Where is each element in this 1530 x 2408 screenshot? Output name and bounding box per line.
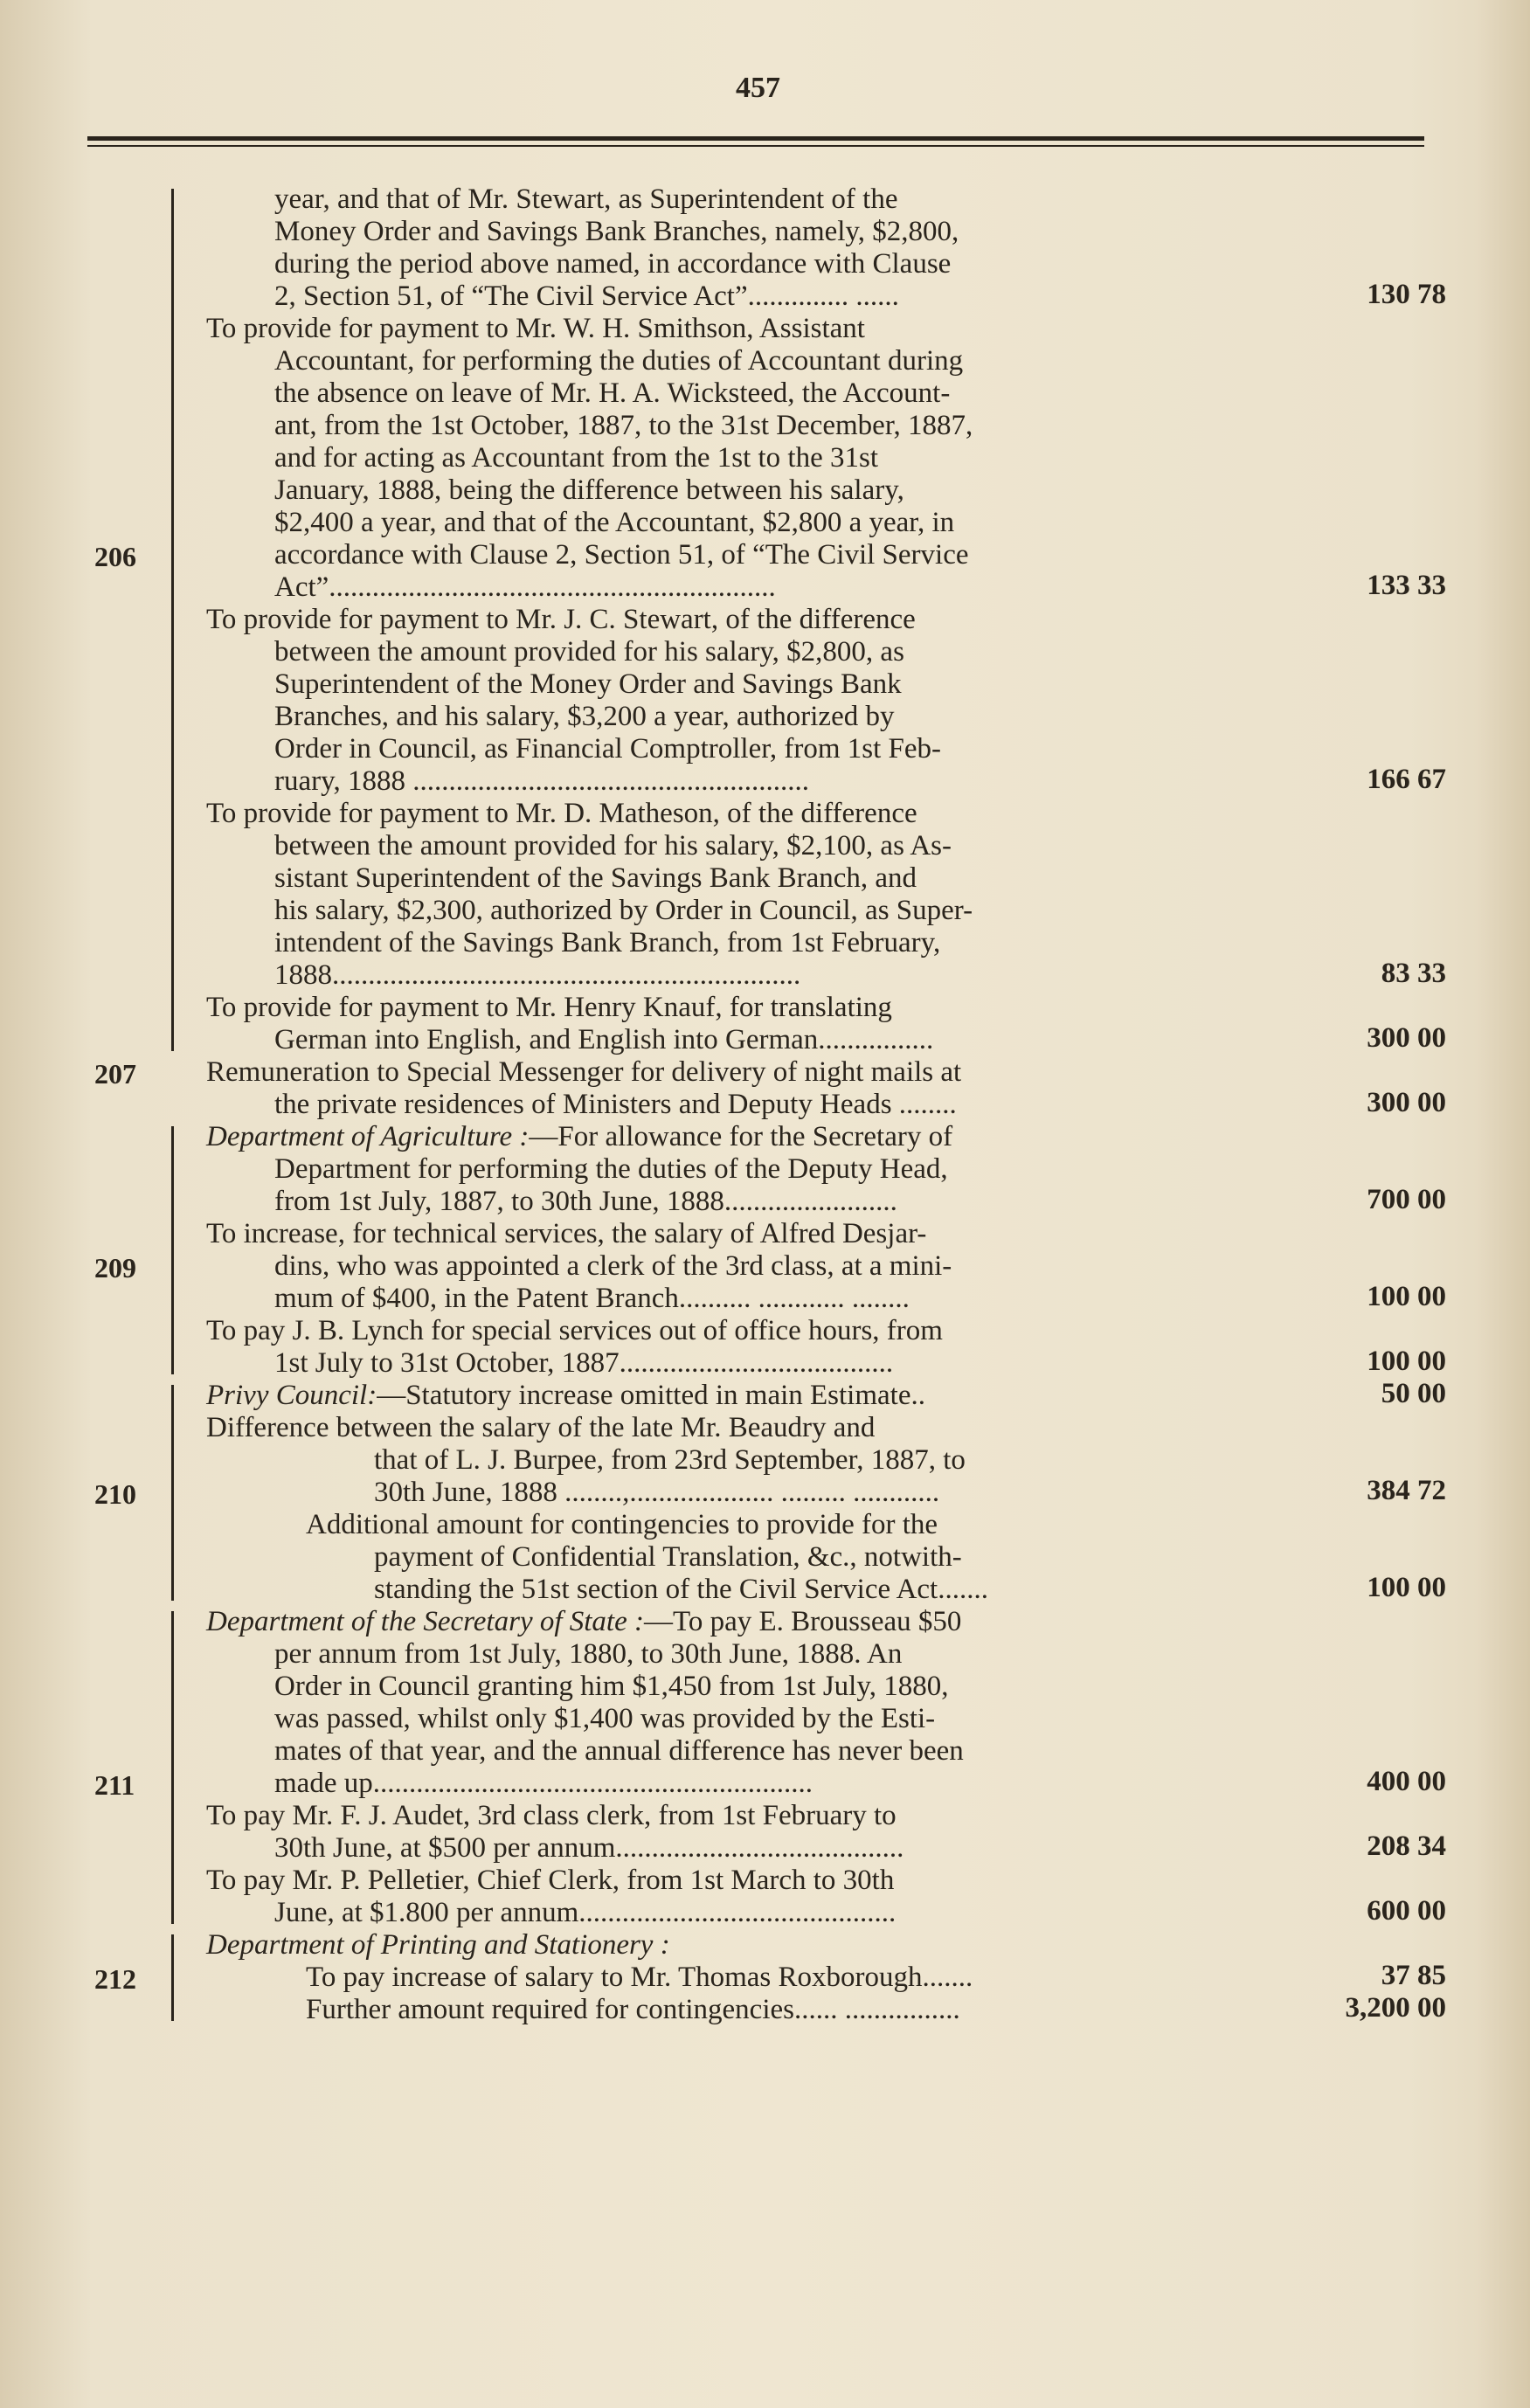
item-number: 210 xyxy=(94,1478,136,1510)
entry-text: —For allowance for the Secretary of xyxy=(529,1121,953,1152)
entry-amount: 400 00 xyxy=(1367,1766,1446,1797)
entry-amount: 100 00 xyxy=(1367,1346,1446,1377)
entry-line: 1888................................................................. xyxy=(274,959,801,991)
entry-amount: 300 00 xyxy=(1367,1022,1446,1054)
entry-line: 2, Section 51, of “The Civil Service Act”.............. ...... xyxy=(274,280,899,312)
entry-line: To pay Mr. F. J. Audet, 3rd class clerk, from 1st February to xyxy=(206,1800,897,1831)
entry-line: Branches, and his salary, $3,200 a year, authorized by xyxy=(274,701,895,732)
bracket xyxy=(171,1611,181,1924)
entry-line: from 1st July, 1887, to 30th June, 1888........................ xyxy=(274,1186,897,1217)
entry xyxy=(0,1509,1530,1606)
entry-line: To provide for payment to Mr. Henry Knauf, for translating xyxy=(206,992,892,1023)
item-number: 211 xyxy=(94,1769,135,1801)
entry-heading-line xyxy=(0,1929,1530,1962)
item-number: 206 xyxy=(94,541,136,572)
entry xyxy=(0,604,1530,798)
item-number: 207 xyxy=(94,1058,136,1090)
entry-line: between the amount provided for his salary, $2,800, as xyxy=(274,636,904,668)
bracket xyxy=(171,189,181,1051)
entry-line: during the period above named, in accordance with Clause xyxy=(274,248,952,280)
entry-line: made up............................................................. xyxy=(274,1768,813,1799)
entry-line: was passed, whilst only $1,400 was provided by the Esti- xyxy=(274,1703,936,1734)
entry xyxy=(0,1380,1530,1412)
department-heading: Department of Agriculture : xyxy=(206,1121,530,1152)
entry-line: standing the 51st section of the Civil Service Act....... xyxy=(374,1574,988,1605)
entry-line: To pay increase of salary to Mr. Thomas Roxborough....... xyxy=(306,1962,973,1993)
department-heading: Department of the Secretary of State : xyxy=(206,1606,644,1637)
entry-line: Accountant, for performing the duties of Accountant during xyxy=(274,345,964,377)
entry-line: his salary, $2,300, authorized by Order in Council, as Super- xyxy=(274,895,973,926)
section-206 xyxy=(0,183,1530,1056)
entry-amount: 600 00 xyxy=(1367,1895,1446,1927)
bracket xyxy=(171,1126,181,1374)
entry-line: Additional amount for contingencies to provide for the xyxy=(306,1509,938,1540)
entry-line: Difference between the salary of the late Mr. Beaudry and xyxy=(206,1412,876,1443)
entry-line: 30th June, 1888 ........,.................... ......... ............ xyxy=(374,1477,940,1508)
entry-line: and for acting as Accountant from the 1st to the 31st xyxy=(274,442,879,474)
entry-line: To pay Mr. P. Pelletier, Chief Clerk, from 1st March to 30th xyxy=(206,1865,895,1896)
entry-line: Further amount required for contingencies...... ................ xyxy=(306,1994,960,2025)
entry-line: mates of that year, and the annual difference has never been xyxy=(274,1735,964,1767)
entry-amount: 37 85 xyxy=(1381,1960,1446,1991)
entry xyxy=(0,183,1530,313)
entry-line: Superintendent of the Money Order and Savings Bank xyxy=(274,668,902,700)
entry-heading-line xyxy=(0,1121,1530,1153)
entry-amount: 208 34 xyxy=(1367,1830,1446,1862)
entry-line: per annum from 1st July, 1880, to 30th June, 1888. An xyxy=(274,1638,903,1670)
entry xyxy=(0,798,1530,992)
entry-heading-line xyxy=(0,1606,1530,1638)
entry xyxy=(0,1800,1530,1865)
entry xyxy=(0,1962,1530,1994)
entry-line: ruary, 1888 ....................................................... xyxy=(274,765,809,797)
entry-amount: 384 72 xyxy=(1367,1475,1446,1506)
entry-line: sistant Superintendent of the Savings Bank Branch, and xyxy=(274,862,917,894)
entry-line: Remuneration to Special Messenger for delivery of night mails at xyxy=(206,1056,962,1088)
entry-line: To provide for payment to Mr. J. C. Stewart, of the difference xyxy=(206,604,916,635)
entry-amount: 50 00 xyxy=(1381,1378,1446,1409)
entry-line: dins, who was appointed a clerk of the 3rd class, at a mini- xyxy=(274,1250,952,1282)
entry-amount: 100 00 xyxy=(1367,1281,1446,1312)
section-211 xyxy=(0,1606,1530,1929)
entry-line: January, 1888, being the difference between his salary, xyxy=(274,474,904,506)
entry-line: payment of Confidential Translation, &c., notwith- xyxy=(374,1541,962,1573)
entry-text: —Statutory increase omitted in main Estimate.. xyxy=(377,1380,925,1411)
entry xyxy=(0,1056,1530,1121)
section-207 xyxy=(0,1056,1530,1121)
entry-line: To increase, for technical services, the salary of Alfred Desjar- xyxy=(206,1218,927,1249)
entry xyxy=(0,1218,1530,1315)
entry-text: —To pay E. Brousseau $50 xyxy=(643,1606,962,1637)
bracket xyxy=(171,1385,181,1601)
entry-line: Order in Council granting him $1,450 from 1st July, 1880, xyxy=(274,1671,949,1702)
entry-line: accordance with Clause 2, Section 51, of “The Civil Service xyxy=(274,539,969,571)
entry xyxy=(0,1929,1530,1962)
bracket xyxy=(171,1934,181,2021)
entry-line: 1st July to 31st October, 1887...................................... xyxy=(274,1347,894,1379)
entry xyxy=(0,1315,1530,1380)
entry-amount: 83 33 xyxy=(1381,958,1446,989)
entry xyxy=(0,992,1530,1056)
entry-line: June, at $1.800 per annum............................................ xyxy=(274,1897,897,1928)
entry-line: Department for performing the duties of the Deputy Head, xyxy=(274,1153,948,1185)
entry-line: mum of $400, in the Patent Branch.......... ............ ........ xyxy=(274,1283,910,1314)
entry-line: 30th June, at $500 per annum........................................ xyxy=(274,1832,904,1864)
page-number: 457 xyxy=(736,72,780,104)
entry-line: the private residences of Ministers and Deputy Heads ........ xyxy=(274,1089,957,1120)
entry xyxy=(0,1412,1530,1509)
header-rule xyxy=(87,136,1424,141)
entry-line: To pay J. B. Lynch for special services out of office hours, from xyxy=(206,1315,943,1346)
entry-line: intendent of the Savings Bank Branch, from 1st February, xyxy=(274,927,941,958)
entry-line: that of L. J. Burpee, from 23rd September, 1887, to xyxy=(374,1444,966,1476)
entry-line: year, and that of Mr. Stewart, as Superintendent of the xyxy=(274,183,898,215)
entry-line: Act”.............................................................. xyxy=(274,571,776,603)
estimates-content xyxy=(0,183,1530,2026)
item-number: 209 xyxy=(94,1252,136,1284)
entry xyxy=(0,1994,1530,2026)
item-number: 212 xyxy=(94,1963,136,1995)
entry-amount: 300 00 xyxy=(1367,1087,1446,1118)
entry-amount: 166 67 xyxy=(1367,764,1446,795)
entry-amount: 133 33 xyxy=(1367,570,1446,601)
entry-line: between the amount provided for his salary, $2,100, as As- xyxy=(274,830,952,861)
section-209 xyxy=(0,1121,1530,1380)
entry-amount: 130 78 xyxy=(1367,279,1446,310)
entry-line: the absence on leave of Mr. H. A. Wicksteed, the Account- xyxy=(274,377,951,409)
entry-amount: 100 00 xyxy=(1367,1572,1446,1603)
entry-amount: 700 00 xyxy=(1367,1184,1446,1215)
entry xyxy=(0,1606,1530,1800)
header-rule-thin xyxy=(87,145,1424,147)
entry xyxy=(0,313,1530,604)
entry xyxy=(0,1865,1530,1929)
entry-line: Money Order and Savings Bank Branches, namely, $2,800, xyxy=(274,216,959,247)
entry-amount: 3,200 00 xyxy=(1345,1992,1446,2024)
entry-line: To provide for payment to Mr. D. Matheson, of the difference xyxy=(206,798,917,829)
section-210 xyxy=(0,1380,1530,1606)
entry-line: ant, from the 1st October, 1887, to the 31st December, 1887, xyxy=(274,410,973,441)
entry-line: $2,400 a year, and that of the Accountant, $2,800 a year, in xyxy=(274,507,955,538)
entry-line: Order in Council, as Financial Comptroller, from 1st Feb- xyxy=(274,733,942,765)
department-heading: Privy Council: xyxy=(206,1380,377,1411)
entry-line: To provide for payment to Mr. W. H. Smithson, Assistant xyxy=(206,313,865,344)
entry xyxy=(0,1121,1530,1218)
section-212 xyxy=(0,1929,1530,2026)
entry-line: German into English, and English into German................ xyxy=(274,1024,934,1055)
department-heading: Department of Printing and Stationery : xyxy=(206,1929,670,1961)
